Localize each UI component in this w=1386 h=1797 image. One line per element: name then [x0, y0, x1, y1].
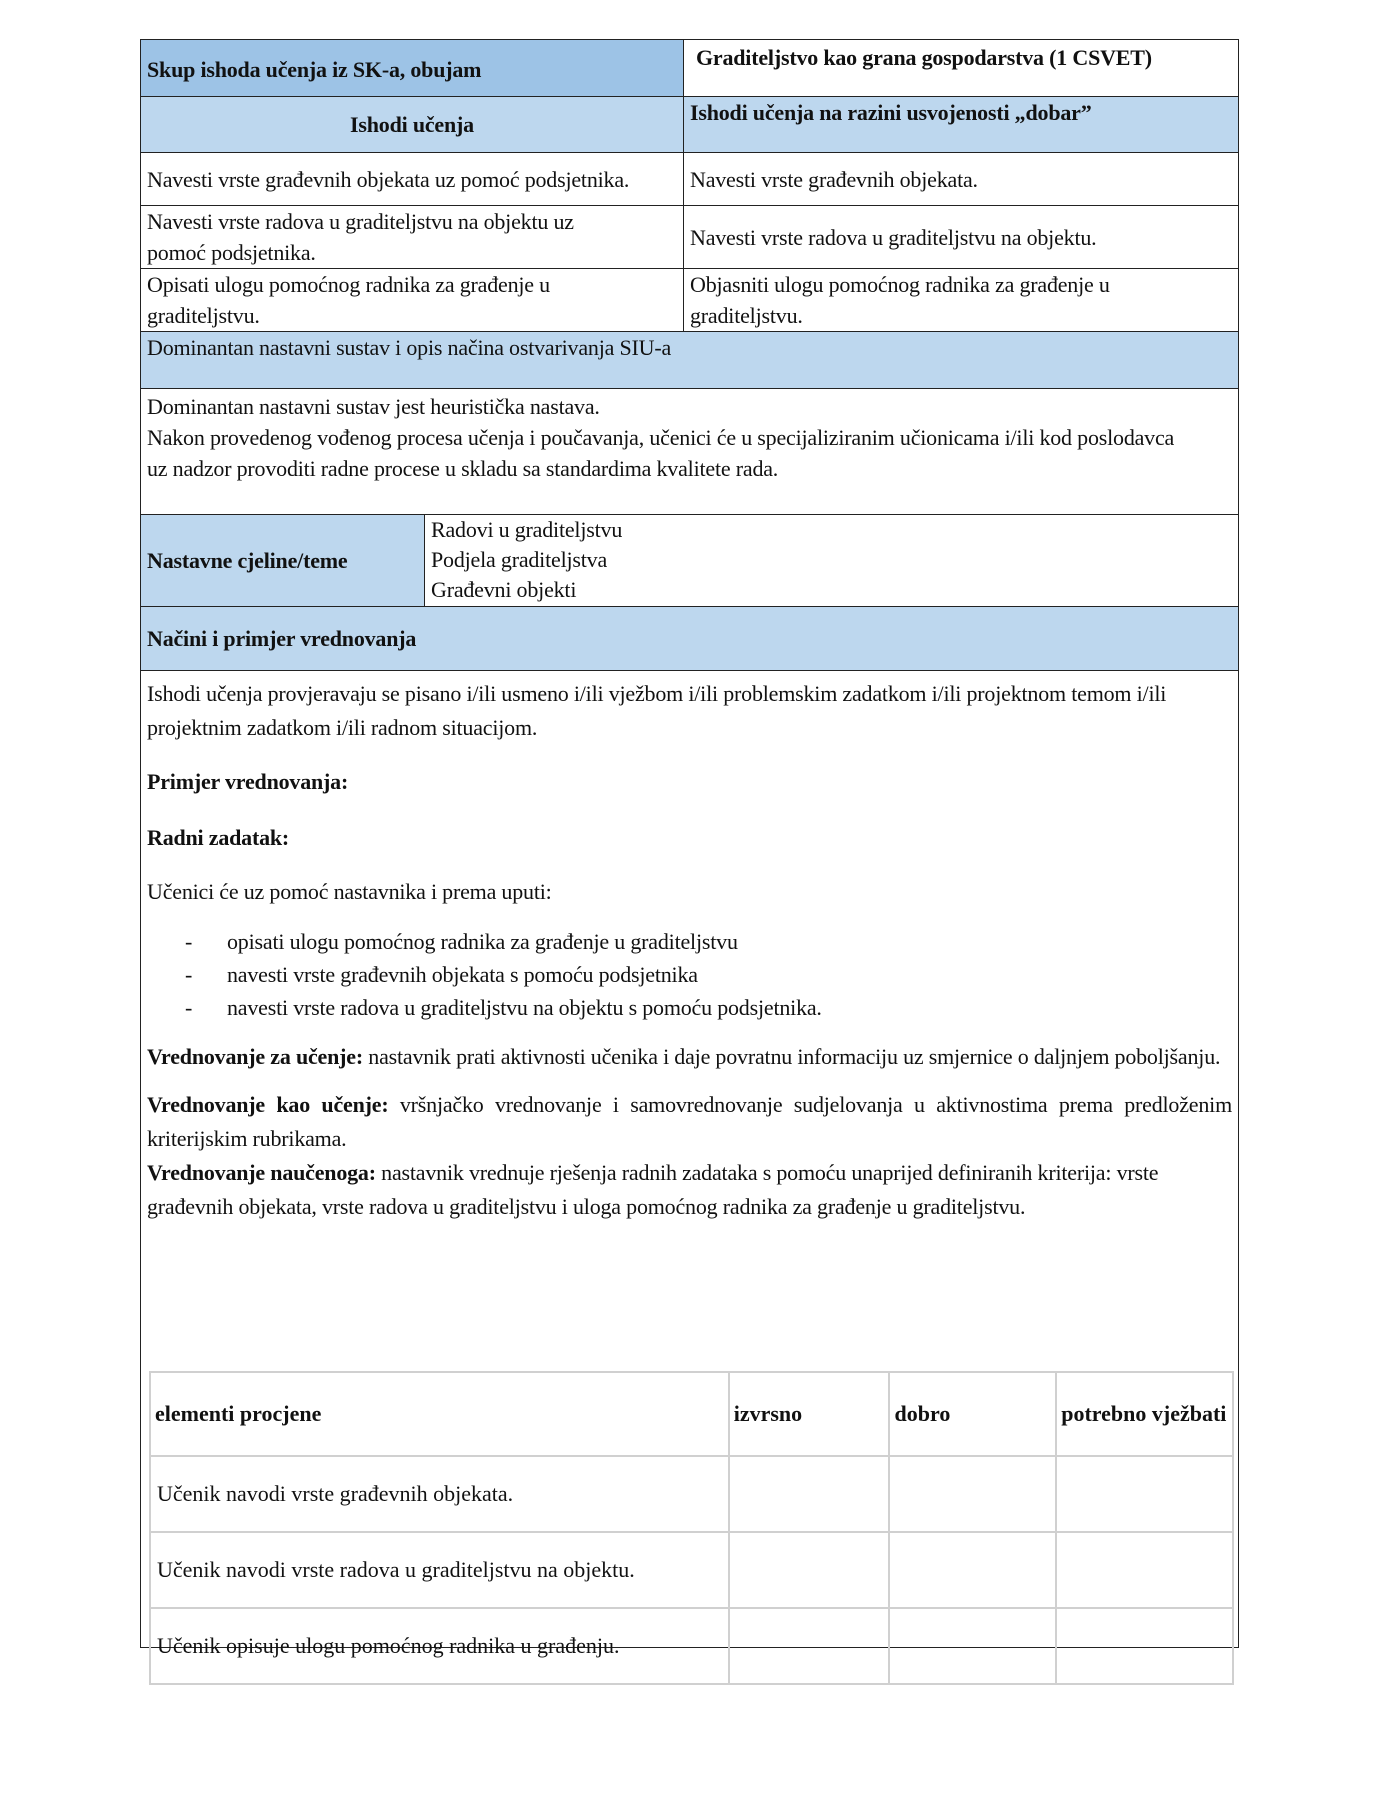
rubric-cell-excellent[interactable] [729, 1456, 890, 1532]
rubric-cell-needs-practice[interactable] [1056, 1532, 1233, 1608]
outcome-text: Navesti vrste građevnih objekata uz pomoć podsjetnika. [147, 167, 630, 192]
of-learning-text: nastavnik vrednuje rješenja radnih zadataka s pomoću unaprijed definiranih kriterija: vrste građevnih objekata, vrste radova u graditeljstvu i uloga pomoćnog radnika za građenje u graditeljstvu. [147, 1160, 1159, 1219]
set-row [141, 40, 1238, 97]
outcome-cell [141, 269, 684, 331]
outcomes-header-row [141, 97, 1238, 153]
task-item [147, 925, 1232, 958]
good-level-header-cell [684, 97, 1238, 152]
task-item-text: navesti vrste radova u graditeljstvu na objektu s pomoću podsjetnika. [227, 995, 822, 1020]
outcome-row [141, 153, 1238, 206]
outcome-text: Opisati ulogu pomoćnog radnika za građenje u graditeljstvu. [147, 272, 550, 328]
rubric-row [150, 1532, 1233, 1608]
outcome-text: Navesti vrste radova u graditeljstvu na objektu uz pomoć podsjetnika. [147, 209, 574, 265]
units-label: Nastavne cjeline/teme [147, 548, 348, 573]
rubric-cell-good[interactable] [889, 1456, 1056, 1532]
outcome-row [141, 269, 1238, 332]
unit-item: Građevni objekti [431, 577, 577, 602]
evaluation-header-row [141, 607, 1238, 671]
curriculum-table [140, 39, 1239, 1658]
good-level-text: Objasniti ulogu pomoćnog radnika za građenje u graditeljstvu. [690, 272, 1110, 328]
teaching-system-line1: Dominantan nastavni sustav jest heuristička nastava. [147, 394, 600, 419]
set-value: Graditeljstvo kao grana gospodarstva (1 CSVET) [696, 45, 1152, 70]
rubric-criterion: Učenik navodi vrste građevnih objekata. [150, 1456, 729, 1532]
good-level-text: Navesti vrste radova u graditeljstvu na objektu. [690, 225, 1097, 250]
set-label: Skup ishoda učenja iz SK-a, obujam [147, 57, 482, 82]
for-learning-label: Vrednovanje za učenje: [147, 1044, 363, 1069]
task-item [147, 991, 1232, 1024]
unit-item: Podjela graditeljstva [431, 547, 608, 572]
bullet-dash: - [185, 929, 193, 954]
units-list-cell [425, 515, 1238, 606]
outcome-cell [141, 206, 684, 268]
rubric-table [149, 1371, 1234, 1685]
task-item [147, 958, 1232, 991]
rubric-cell-excellent[interactable] [729, 1532, 890, 1608]
evaluation-for-learning [147, 1040, 1232, 1074]
teaching-system-heading: Dominantan nastavni sustav i opis načina ostvarivanja SIU-a [147, 335, 672, 360]
evaluation-of-learning [147, 1156, 1232, 1224]
rubric-header-row [150, 1372, 1233, 1456]
outcome-cell [141, 153, 684, 205]
rubric-cell-good[interactable] [889, 1608, 1056, 1684]
example-heading: Primjer vrednovanja: [147, 769, 349, 794]
rubric-header-excellent: izvrsno [729, 1372, 890, 1456]
as-learning-label: Vrednovanje kao učenje: [147, 1092, 389, 1117]
evaluation-body [141, 671, 1238, 1658]
bullet-dash: - [185, 962, 193, 987]
task-list [147, 925, 1232, 1024]
units-label-cell [141, 515, 425, 606]
teaching-system-line2: Nakon provedenog vođenog procesa učenja i poučavanja, učenici će u specijaliziranim učionicama i/ili kod poslodavca uz nadzor provoditi radne procese u skladu sa standardima kvalitete rada. [147, 425, 1175, 481]
rubric-cell-good[interactable] [889, 1532, 1056, 1608]
evaluation-as-learning [147, 1088, 1232, 1156]
rubric-row [150, 1456, 1233, 1532]
col-good-level-heading: Ishodi učenja na razini usvojenosti „dobar” [690, 100, 1092, 125]
as-learning-text: vršnjačko vrednovanje i samovrednovanje sudjelovanja u aktivnostima prema predloženim kriterijskim rubrikama. [147, 1092, 1232, 1151]
of-learning-label: Vrednovanje naučenoga: [147, 1160, 376, 1185]
rubric-header-good: dobro [889, 1372, 1056, 1456]
for-learning-text: nastavnik prati aktivnosti učenika i daje povratnu informaciju uz smjernice o daljnjem poboljšanju. [362, 1044, 1221, 1069]
good-level-cell [684, 206, 1238, 268]
rubric-header-elements: elementi procjene [150, 1372, 729, 1456]
bullet-dash: - [185, 995, 193, 1020]
rubric-cell-excellent[interactable] [729, 1608, 890, 1684]
rubric-cell-needs-practice[interactable] [1056, 1608, 1233, 1684]
evaluation-intro: Ishodi učenja provjeravaju se pisano i/ili usmeno i/ili vježbom i/ili problemskim zadatkom i/ili projektnom temom i/ili projektnim zadatkom i/ili radnom situacijom. [147, 681, 1167, 740]
units-row [141, 515, 1238, 607]
set-value-cell [684, 40, 1238, 96]
good-level-cell [684, 269, 1238, 331]
evaluation-heading: Načini i primjer vrednovanja [147, 626, 417, 651]
task-item-text: navesti vrste građevnih objekata s pomoću podsjetnika [227, 962, 698, 987]
rubric-cell-needs-practice[interactable] [1056, 1456, 1233, 1532]
outcome-row [141, 206, 1238, 269]
outcomes-header-cell [141, 97, 684, 152]
task-item-text: opisati ulogu pomoćnog radnika za građenje u graditeljstvu [227, 929, 738, 954]
rubric-criterion: Učenik navodi vrste radova u graditeljstvu na objektu. [150, 1532, 729, 1608]
good-level-cell [684, 153, 1238, 205]
unit-item: Radovi u graditeljstvu [431, 517, 623, 542]
teaching-system-body [141, 389, 1238, 515]
task-heading: Radni zadatak: [147, 825, 290, 850]
rubric-header-needs-practice: potrebno vježbati [1056, 1372, 1233, 1456]
col-outcomes-heading: Ishodi učenja [350, 112, 474, 137]
teaching-system-header-row [141, 332, 1238, 389]
rubric-criterion: Učenik opisuje ulogu pomoćnog radnika u građenju. [150, 1608, 729, 1684]
good-level-text: Navesti vrste građevnih objekata. [690, 167, 978, 192]
task-intro: Učenici će uz pomoć nastavnika i prema uputi: [147, 879, 552, 904]
rubric-row [150, 1608, 1233, 1684]
set-label-cell [141, 40, 684, 96]
